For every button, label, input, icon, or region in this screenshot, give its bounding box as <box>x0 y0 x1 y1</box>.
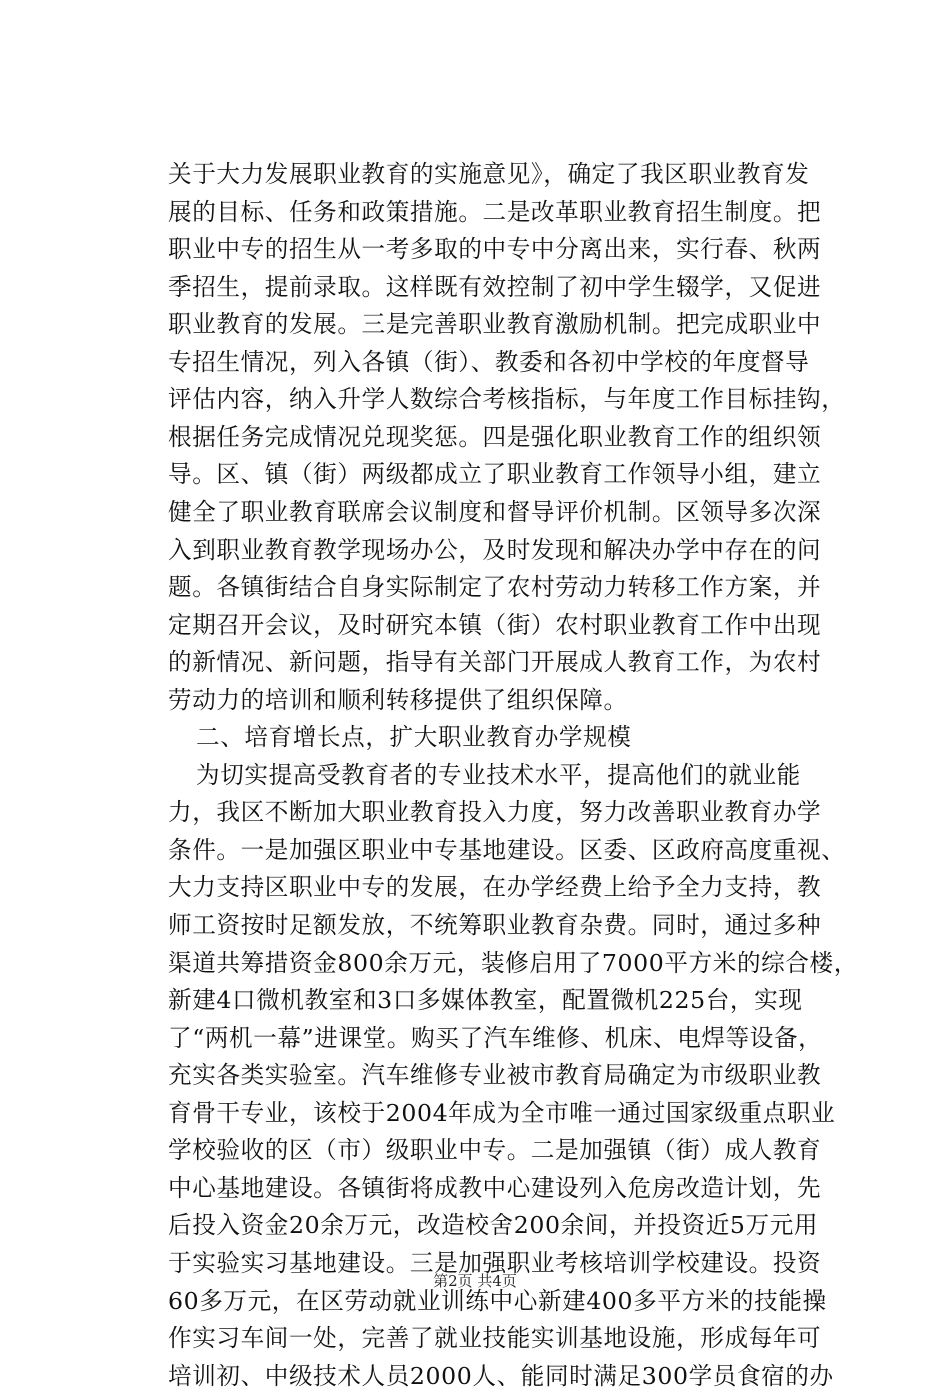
text-line: 导。区、镇（街）两级都成立了职业教育工作领导小组，建立 <box>168 460 822 489</box>
text-line: 新建4口微机教室和3口多媒体教室，配置微机225台，实现 <box>168 986 803 1015</box>
text-line: 中心基地建设。各镇街将成教中心建设列入危房改造计划，先 <box>168 1173 822 1202</box>
text-line: 师工资按时足额发放，不统筹职业教育杂费。同时，通过多种 <box>168 911 822 939</box>
text-line: 职业中专的招生从一考多取的中专中分离出来，实行春、秋两 <box>168 235 822 264</box>
text-line: 职业教育的发展。三是完善职业教育激励机制。把完成职业中 <box>168 310 822 339</box>
text-line: 题。各镇街结合自身实际制定了农村劳动力转移工作方案，并 <box>168 573 822 602</box>
text-line: 了“两机一幕”进课堂。购买了汽车维修、机床、电焊等设备， <box>168 1023 823 1052</box>
text-line: 二、培育增长点，扩大职业教育办学规模 <box>196 723 632 752</box>
text-line: 专招生情况，列入各镇（街）、教委和各初中学校的年度督导 <box>168 347 810 376</box>
text-line: 大力支持区职业中专的发展，在办学经费上给予全力支持，教 <box>168 873 822 902</box>
text-line: 作实习车间一处，完善了就业技能实训基地设施，形成每年可 <box>168 1324 822 1353</box>
text-line: 于实验实习基地建设。三是加强职业考核培训学校建设。投资 <box>168 1248 822 1277</box>
text-line: 60多万元，在区劳动就业训练中心新建400多平方米的技能操 <box>168 1286 827 1315</box>
text-line: 的新情况、新问题，指导有关部门开展成人教育工作，为农村 <box>168 648 822 677</box>
text-line: 劳动力的培训和顺利转移提供了组织保障。 <box>168 685 628 714</box>
text-line: 后投入资金20余万元，改造校舍200余间，并投资近5万元用 <box>168 1211 819 1240</box>
text-line: 充实各类实验室。汽车维修专业被市教育局确定为市级职业教 <box>168 1061 822 1090</box>
text-line: 根据任务完成情况兑现奖惩。四是强化职业教育工作的组织领 <box>168 422 822 451</box>
text-line: 入到职业教育教学现场办公，及时发现和解决办学中存在的问 <box>168 535 822 564</box>
page-footer: 第2页 共4页 <box>433 1272 517 1290</box>
text-line: 力，我区不断加大职业教育投入力度，努力改善职业教育办学 <box>168 798 822 827</box>
text-line: 评估内容，纳入升学人数综合考核指标，与年度工作目标挂钩， <box>168 385 846 414</box>
text-line: 条件。一是加强区职业中专基地建设。区委、区政府高度重视、 <box>168 835 846 864</box>
text-line: 育骨干专业，该校于2004年成为全市唯一通过国家级重点职业 <box>168 1098 836 1127</box>
text-line: 关于大力发展职业教育的实施意见》，确定了我区职业教育发 <box>168 160 810 188</box>
text-line: 健全了职业教育联席会议制度和督导评价机制。区领导多次深 <box>168 497 822 526</box>
text-line: 展的目标、任务和政策措施。二是改革职业教育招生制度。把 <box>168 197 822 226</box>
text-line: 培训初、中级技术人员2000人、能同时满足300学员食宿的办 <box>168 1361 834 1390</box>
text-line: 季招生，提前录取。这样既有效控制了初中学生辍学，又促进 <box>168 272 822 301</box>
text-line: 定期召开会议，及时研究本镇（街）农村职业教育工作中出现 <box>168 610 822 639</box>
text-line: 为切实提高受教育者的专业技术水平，提高他们的就业能 <box>196 760 801 789</box>
text-line: 渠道共筹措资金800余万元，装修启用了7000平方米的综合楼， <box>168 948 858 977</box>
text-line: 学校验收的区（市）级职业中专。二是加强镇（街）成人教育 <box>168 1136 822 1165</box>
